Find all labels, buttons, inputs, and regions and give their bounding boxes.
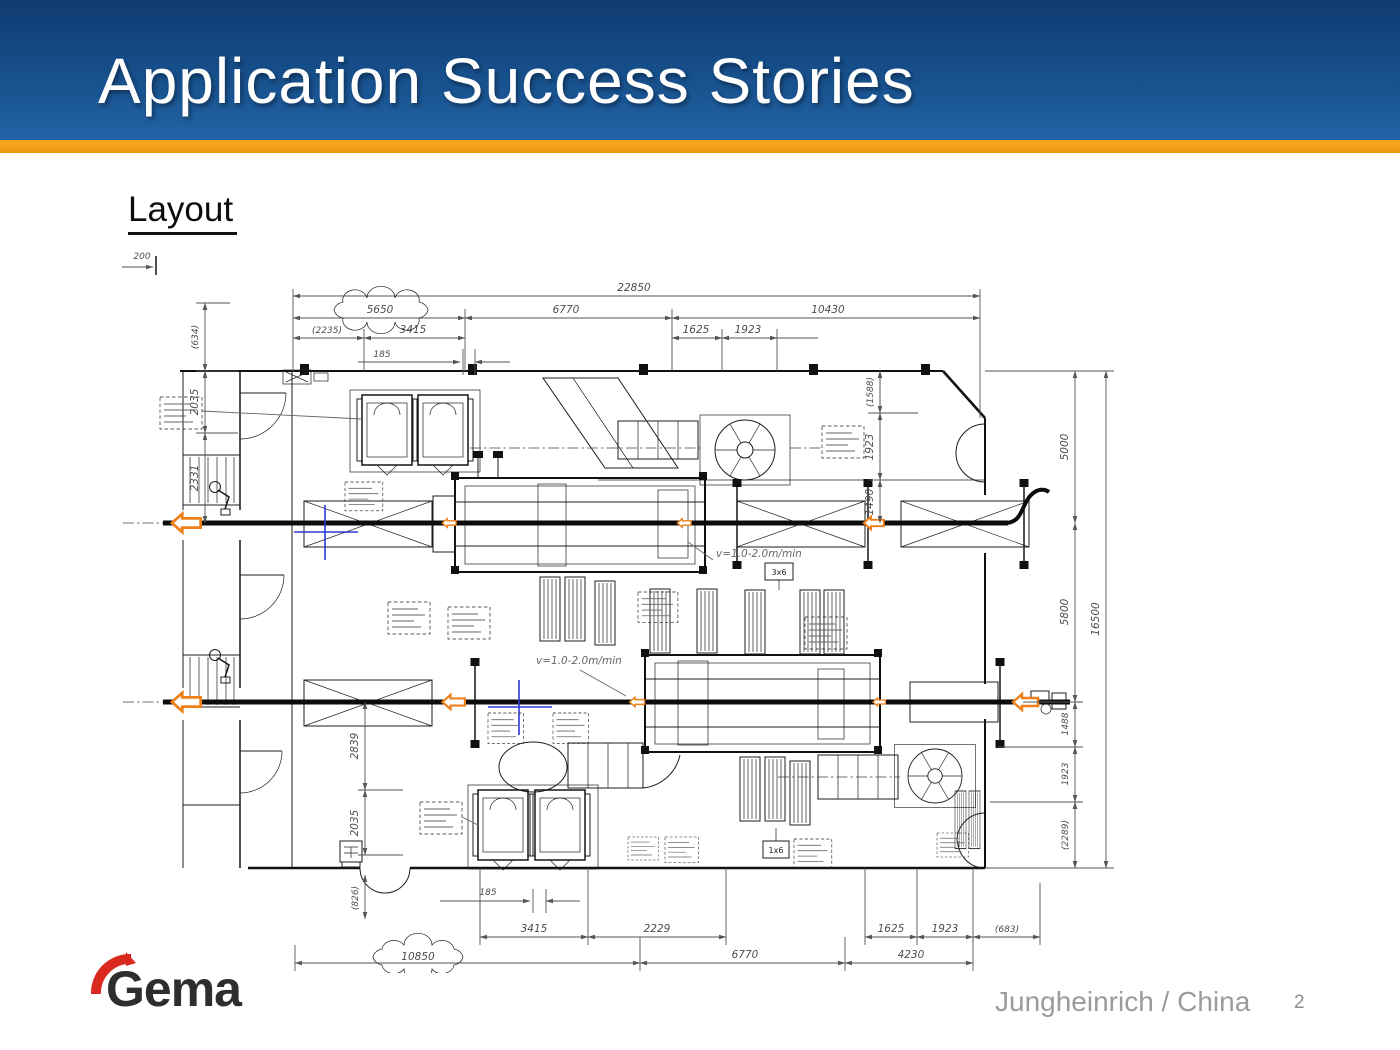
flow-arrow <box>677 519 691 528</box>
dim-label: 3415 <box>520 923 548 935</box>
slide-title: Application Success Stories <box>98 45 915 117</box>
flow-arrow <box>630 697 645 707</box>
flow-arrow <box>442 519 456 528</box>
door-left-3 <box>240 751 282 793</box>
reference-cross <box>488 680 552 735</box>
door-left-2 <box>240 575 284 619</box>
dim-label: (2235) <box>312 326 342 336</box>
dim-label: 1923 <box>931 923 959 935</box>
dim-label: 4230 <box>897 949 925 961</box>
duct-system-top <box>470 378 822 485</box>
equipment-tag-1x6 <box>763 828 789 858</box>
dimensions-left <box>189 303 403 855</box>
dimensions-bottom <box>295 868 1040 973</box>
dim-label: 6770 <box>552 304 580 316</box>
door-left-1 <box>240 393 286 439</box>
dim-label: 16500 <box>1090 602 1102 636</box>
exhaust-fan-top <box>700 415 790 485</box>
tag-label: 1x6 <box>768 846 784 855</box>
flow-arrow <box>172 514 201 532</box>
speed-annotations <box>536 542 802 696</box>
slide-header <box>0 0 1400 140</box>
door-right-top <box>956 424 985 482</box>
dim-label: 1923 <box>864 433 876 461</box>
dimensions-top <box>293 282 980 418</box>
conveyor-line-1 <box>123 479 1049 569</box>
gema-logo <box>92 958 292 1028</box>
dim-label: 1923 <box>734 324 762 336</box>
dim-label: 22850 <box>617 282 651 294</box>
dim-label: 2035 <box>189 388 201 416</box>
equipment-tag-3x6 <box>765 563 793 590</box>
tag-label: 3x6 <box>771 568 787 577</box>
footer-client: Jungheinrich / China <box>995 986 1251 1017</box>
dim-label: 1488 <box>1061 712 1071 736</box>
flow-arrow <box>864 517 884 530</box>
dim-label: 185 <box>479 888 497 898</box>
oven-booths-bottom <box>468 785 598 870</box>
dim-label: 1490 <box>864 488 876 516</box>
equipment-labels <box>160 397 969 868</box>
dim-label: 10430 <box>811 304 845 316</box>
dim-label: (2289) <box>1061 820 1071 850</box>
dim-label: 2229 <box>643 923 671 935</box>
door-bottom-double <box>360 868 410 893</box>
door-right-bottom <box>957 813 985 868</box>
dimensions-right <box>864 371 1114 868</box>
dim-label: (826) <box>351 885 361 911</box>
powder-booth-line1 <box>433 451 707 574</box>
dim-label: 1923 <box>1061 762 1071 786</box>
accent-bar <box>0 140 1400 153</box>
speed-note-top: v=1.0-2.0m/min <box>716 548 802 560</box>
dim-label: 3415 <box>399 324 427 336</box>
dim-label: 1625 <box>877 923 905 935</box>
dim-label: (634) <box>191 324 201 350</box>
dim-label: 185 <box>373 350 391 360</box>
speed-note-bottom: v=1.0-2.0m/min <box>536 655 622 667</box>
dim-label: (683) <box>994 925 1020 935</box>
exhaust-fan-bottom <box>895 745 976 808</box>
dim-label: 6770 <box>731 949 759 961</box>
dim-label: 2331 <box>189 464 201 492</box>
dim-label: 5800 <box>1059 598 1071 626</box>
dim-label: 5000 <box>1059 433 1071 461</box>
flow-arrow <box>172 693 201 711</box>
control-pedestal <box>340 841 362 867</box>
recovery-units <box>540 577 980 849</box>
layout-drawing-container <box>118 243 1128 973</box>
dim-label: (1588) <box>866 377 876 407</box>
oven-booths-top <box>350 390 480 475</box>
conveyor-line-2 <box>123 658 1070 748</box>
page-number: 2 <box>1294 992 1305 1013</box>
dim-label: 2035 <box>349 809 361 837</box>
scale-mark <box>122 252 156 275</box>
dim-label: 10850 <box>401 951 435 963</box>
section-heading: Layout <box>128 190 237 235</box>
flow-arrow <box>442 695 465 709</box>
dim-label: 5650 <box>366 304 394 316</box>
gema-logo-text: Gema <box>106 961 241 1017</box>
dim-label: 200 <box>133 252 151 262</box>
dim-label: 2839 <box>349 732 361 760</box>
loader-symbol <box>210 482 231 516</box>
plant-layout-drawing <box>118 243 1128 973</box>
dim-label: 1625 <box>682 324 710 336</box>
